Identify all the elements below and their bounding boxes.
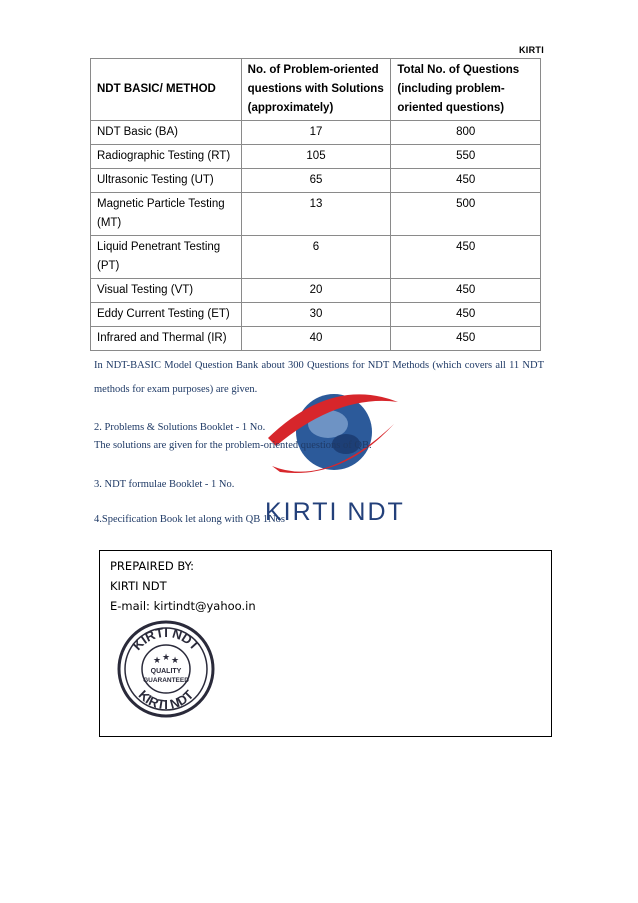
booklet-item-2 xyxy=(94,419,544,455)
table-row xyxy=(91,169,541,193)
total-count-cell: 450 xyxy=(391,279,541,303)
problem-count-cell: 13 xyxy=(241,193,391,236)
problem-count-cell: 40 xyxy=(241,327,391,351)
logo-wordmark: KIRTI NDT xyxy=(265,498,405,526)
booklet-item-3: 3. NDT formulae Booklet - 1 No. xyxy=(94,479,235,490)
total-count-cell: 550 xyxy=(391,145,541,169)
problem-count-cell: 20 xyxy=(241,279,391,303)
seal-star-icon: ★ xyxy=(153,655,162,665)
table-header-row xyxy=(91,59,541,121)
total-count-cell: 450 xyxy=(391,236,541,279)
seal-guaranteed-text: GUARANTEED xyxy=(143,677,189,684)
page-header-mark: KIRTI xyxy=(519,45,544,55)
method-cell: NDT Basic (BA) xyxy=(91,121,242,145)
total-count-cell: 450 xyxy=(391,327,541,351)
header-method: NDT BASIC/ METHOD xyxy=(91,59,242,121)
method-cell: Magnetic Particle Testing (MT) xyxy=(91,193,242,236)
header-problem-oriented: No. of Problem-oriented questions with Solutions (approximately) xyxy=(241,59,391,121)
table-row xyxy=(91,327,541,351)
table-row xyxy=(91,303,541,327)
method-cell: Liquid Penetrant Testing (PT) xyxy=(91,236,242,279)
svg-text:KIRTI NDT xyxy=(136,687,197,712)
seal-star-icon: ★ xyxy=(162,652,171,662)
problem-count-cell: 30 xyxy=(241,303,391,327)
description-paragraph: In NDT-BASIC Model Question Bank about 300 Questions for NDT Methods (which covers all 11 NDT methods for exam purposes) are given. xyxy=(94,360,544,395)
method-cell: Radiographic Testing (RT) xyxy=(91,145,242,169)
quality-seal-icon xyxy=(116,619,216,719)
seal-star-icon: ★ xyxy=(171,655,180,665)
total-count-cell: 450 xyxy=(391,169,541,193)
prepared-by-box xyxy=(99,550,552,737)
total-count-cell: 500 xyxy=(391,193,541,236)
prepared-by-label: PREPAIRED BY: xyxy=(110,559,195,573)
booklet-item-2-title: 2. Problems & Solutions Booklet - 1 No. xyxy=(94,422,266,433)
problem-count-cell: 6 xyxy=(241,236,391,279)
prepared-by-email[interactable]: E-mail: kirtindt@yahoo.in xyxy=(110,599,256,613)
problem-count-cell: 105 xyxy=(241,145,391,169)
problem-count-cell: 17 xyxy=(241,121,391,145)
method-cell: Ultrasonic Testing (UT) xyxy=(91,169,242,193)
problem-count-cell: 65 xyxy=(241,169,391,193)
prepared-by-name: KIRTI NDT xyxy=(110,579,167,593)
ndt-questions-table xyxy=(90,58,541,351)
seal-bottom-text: KIRTI NDT xyxy=(135,687,197,713)
table-row xyxy=(91,193,541,236)
booklet-item-2-note: The solutions are given for the problem-oriented questions of QB. xyxy=(94,440,372,451)
table-row xyxy=(91,279,541,303)
table-row xyxy=(91,236,541,279)
booklet-item-4: 4.Specification Book let along with QB 1Nos xyxy=(94,514,286,525)
total-count-cell: 800 xyxy=(391,121,541,145)
table-row xyxy=(91,121,541,145)
seal-top-text: KIRTI NDT xyxy=(129,624,203,654)
method-cell: Visual Testing (VT) xyxy=(91,279,242,303)
header-total-questions: Total No. of Questions (including problem-oriented questions) xyxy=(391,59,541,121)
table-row xyxy=(91,145,541,169)
seal-quality-text: QUALITY xyxy=(150,668,182,675)
method-cell: Eddy Current Testing (ET) xyxy=(91,303,242,327)
total-count-cell: 450 xyxy=(391,303,541,327)
method-cell: Infrared and Thermal (IR) xyxy=(91,327,242,351)
